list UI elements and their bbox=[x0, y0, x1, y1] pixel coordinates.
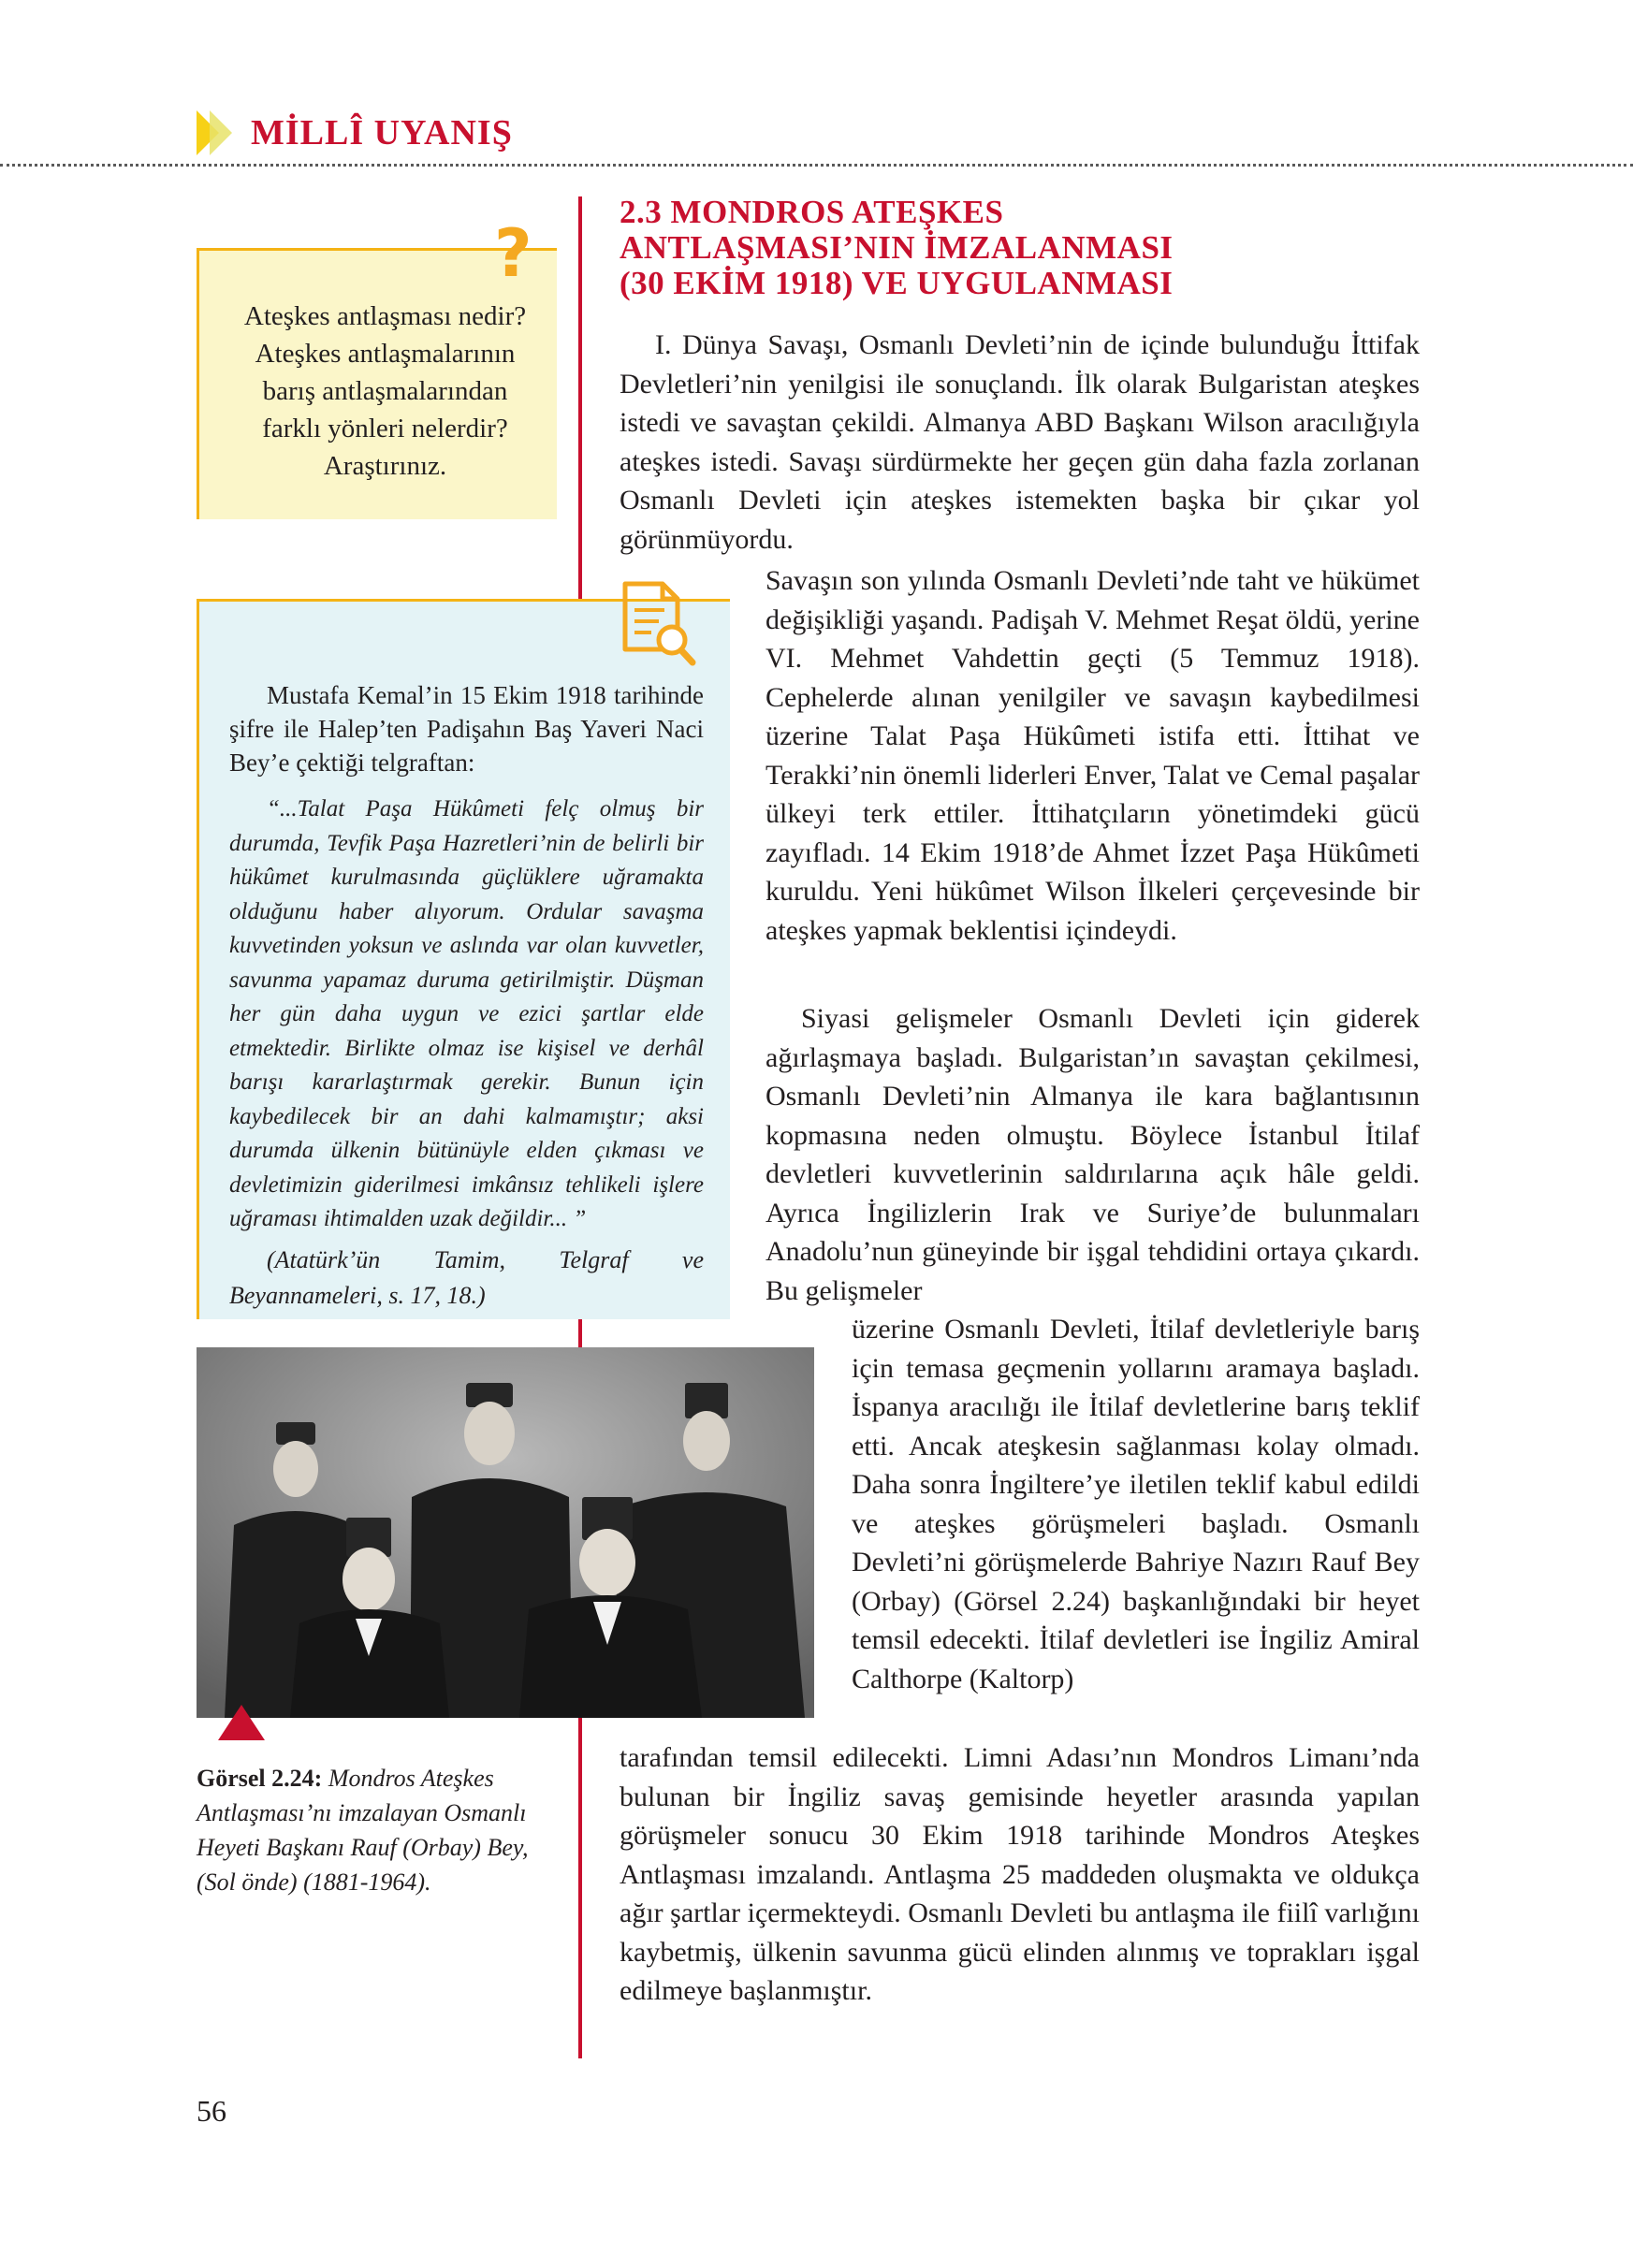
body-paragraph-1 bbox=[620, 326, 1420, 559]
figure-caption-text: Mondros Ateşkes Antlaşması’nı imzalayan Osmanlı Heyeti Başkanı Rauf (Orbay) Bey, (Sol önde) (1881-1964). bbox=[197, 1765, 529, 1896]
source-quote: “...Talat Paşa Hükûmeti felç olmuş bir durumda, Tevfik Paşa Hazretleri’nin de belirli bir hükûmet kurulmasında güçlüklere uğramakta olduğunu haber alıyorum. Ordular savaşma kuvvetinden yoksun ve aslında var olan kuvvetler, savunma yapamaz duruma getirilmiştir. Düşman her gün daha uygun ve ezici şartlar elde etmektedir. Birlikte olmaz ise kişisel ve derhâl barışı kararlaştırmak gerekir. Bunun için kaybedilecek bir an dahi kalmamıştır; aksi durumda ülkenin bütünüyle elden çıkması ve devletimizin giderilmesi imkânsız tehlikeli işlere uğraması ihtimalden uzak değildir... ” bbox=[229, 796, 704, 1231]
section-title-line3: (30 EKİM 1918) VE UYGULANMASI bbox=[620, 265, 1174, 301]
document-search-icon bbox=[618, 578, 698, 668]
figure-caption bbox=[197, 1761, 543, 1899]
body-paragraph-3c bbox=[620, 1738, 1420, 2011]
source-intro: Mustafa Kemal’in 15 Ekim 1918 tarihinde şifre ile Halep’ten Padişahın Baş Yaveri Naci Bey’e çektiği telgraftan: bbox=[229, 681, 704, 777]
source-box bbox=[197, 599, 730, 1319]
figure-label: Görsel 2.24: bbox=[197, 1765, 323, 1792]
figure-marker-icon bbox=[218, 1705, 265, 1740]
chapter-title: MİLLÎ UYANIŞ bbox=[251, 113, 513, 153]
body-paragraph-3b-text: üzerine Osmanlı Devleti, İtilaf devletleriyle barış için temasa geçmenin yollarını aramaya başladı. İspanya aracılığı ile İtilaf devletlerine barış teklif etti. Ancak ateşkesin sağlanması kolay olmadı. Daha sonra İngiltere’ye iletilen teklif kabul edildi ve ateşkes görüşmeleri başladı. Osmanlı Devleti’ni görüşmelerde Bahriye Nazırı Rauf Bey (Orbay) (Görsel 2.24) başkanlığındaki bir heyet temsil edecekti. İtilaf devletleri ise İngiliz Amiral Calthorpe (Kaltorp) bbox=[852, 1314, 1420, 1694]
body-paragraph-1-text: I. Dünya Savaşı, Osmanlı Devleti’nin de içinde bulunduğu İttifak Devletleri’nin yenilgisi ile sonuçlandı. İlk olarak Bulgaristan ateşkes istedi ve savaştan çekildi. Almanya ABD Başkanı Wilson aracılığıyla ateşkes istedi. Savaşı sürdürmekte her geçen gün daha fazla zorlanan Osmanlı Devleti için ateşkes istemekten başka bir çıkar yol görünmüyordu. bbox=[620, 329, 1420, 555]
body-paragraph-3a-text: Siyasi gelişmeler Osmanlı Devleti için giderek ağırlaşmaya başladı. Bulgaristan’ın savaştan çekilmesi, Osmanlı Devleti’nin Almanya ile kara bağlantısının kopmasına neden olmuştu. Böylece İstanbul İtilaf devletleri kuvvetlerinin saldırılarına açık hâle geldi. Ayrıca İngilizlerin Irak ve Suriye’de bulunmaları Anadolu’nun güneyinde bir işgal tehdidini ortaya çıkardı. Bu gelişmeler bbox=[765, 1003, 1420, 1306]
historical-group-photo bbox=[197, 1347, 814, 1718]
body-paragraph-3c-text: tarafından temsil edilecekti. Limni Adası’nın Mondros Limanı’nda bulunan bir İngiliz savaş gemisinde heyetler arasında yapılan görüşmeler sonucu 30 Ekim 1918 tarihinde Mondros Ateşkes Antlaşması imzalandı. Antlaşma 25 maddeden oluşmakta ve oldukça ağır şartlar içermekteydi. Osmanlı Devleti bu antlaşma ile fiilî varlığını kaybetmiş, ülkenin savunma gücü elinden alınmış ve toprakları işgal edilmeye başlanmıştır. bbox=[620, 1742, 1420, 2006]
section-title bbox=[620, 195, 1368, 301]
body-paragraph-3a bbox=[765, 999, 1420, 1310]
section-title-line2: ANTLAŞMASI’NIN İMZALANMASI bbox=[620, 229, 1174, 266]
question-text: Ateşkes antlaşması nedir? Ateşkes antlaşmalarının barış antlaşmalarından farklı yönleri nelerdir? Araştırınız. bbox=[243, 301, 527, 481]
body-paragraph-2 bbox=[765, 561, 1420, 950]
source-citation: (Atatürk’ün Tamim, Telgraf ve Beyannameleri, s. 17, 18.) bbox=[229, 1245, 704, 1309]
page-number: 56 bbox=[197, 2094, 226, 2128]
question-mark-icon: ? bbox=[494, 215, 532, 292]
body-paragraph-2-text: Savaşın son yılında Osmanlı Devleti’nde taht ve hükümet değişikliği yaşandı. Padişah V. Mehmet Reşat öldü, yerine VI. Mehmet Vahdettin geçti (5 Temmuz 1918). Cephelerde alınan yenilgiler ve savaşın kaybedilmesi üzerine Talat Paşa Hükûmeti istifa etti. İttihat ve Terakki’nin önemli liderleri Enver, Talat ve Cemal paşalar ülkeyi terk ettiler. İttihatçıların yönetimdeki gücü zayıfladı. 14 Ekim 1918’de Ahmet İzzet Paşa Hükûmeti kuruldu. Yeni hükûmet Wilson İlkeleri çerçevesinde bir ateşkes yapmak beklentisi içindeydi. bbox=[765, 565, 1420, 946]
body-paragraph-3b bbox=[852, 1310, 1420, 1698]
header-arrow-icon bbox=[197, 110, 240, 155]
section-title-line1: 2.3 MONDROS ATEŞKES bbox=[620, 194, 1004, 230]
header-divider bbox=[0, 164, 1633, 167]
